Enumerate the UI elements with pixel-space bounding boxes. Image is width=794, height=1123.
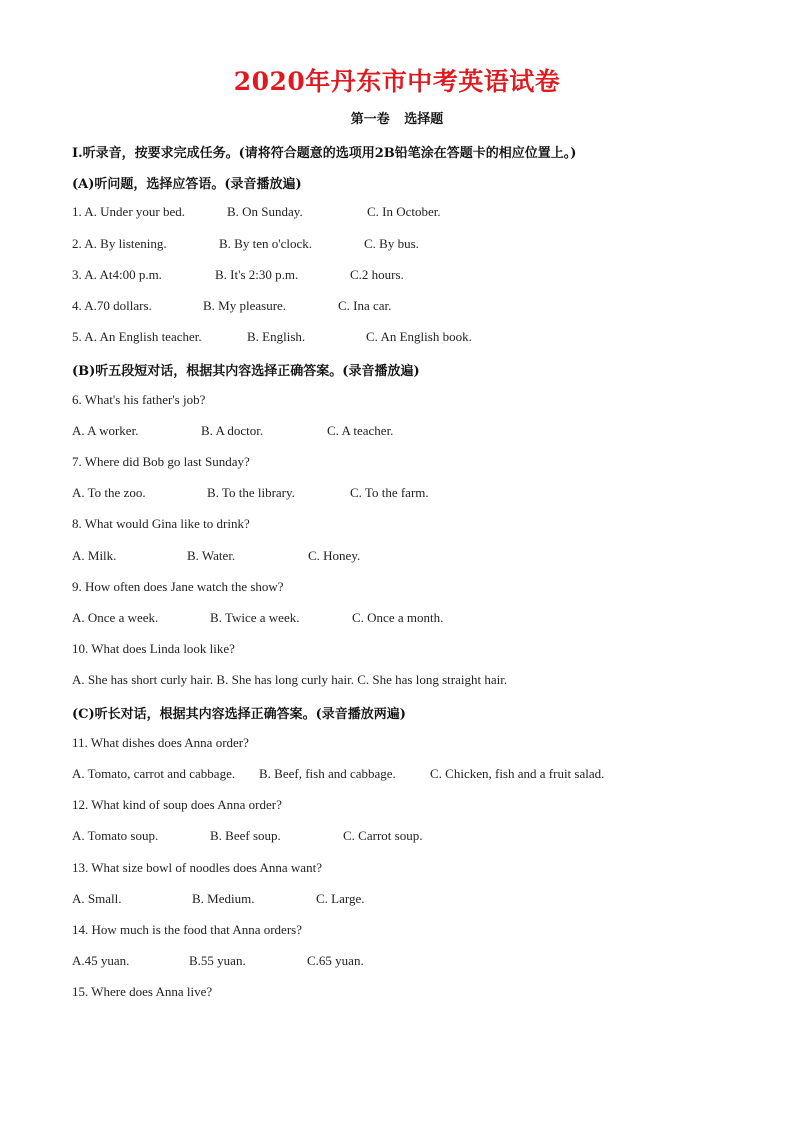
q7-option-a: A. To the zoo. — [72, 485, 146, 500]
question-15-stem: 15. Where does Anna live? — [72, 984, 213, 999]
question-8-stem: 8. What would Gina like to drink? — [72, 516, 250, 531]
question-7-stem: 7. Where did Bob go last Sunday? — [72, 454, 250, 469]
q1-option-a: 1. A. Under your bed. — [72, 204, 186, 219]
question-10-options: A. She has short curly hair. B. She has long curly hair. C. She has long straight hair. — [72, 672, 508, 687]
q9-option-a: A. Once a week. — [72, 610, 159, 625]
q7-option-b: B. To the library. — [207, 485, 295, 500]
q5-option-c: C. An English book. — [366, 329, 472, 344]
q12-option-b: B. Beef soup. — [210, 828, 281, 843]
part-c-heading: (C)听长对话，根据其内容选择正确答案。(录音播放两遍) — [72, 707, 406, 722]
q8-option-c: C. Honey. — [308, 548, 361, 563]
q11-option-b: B. Beef, fish and cabbage. — [259, 766, 396, 781]
q4-option-a: 4. A.70 dollars. — [72, 298, 152, 313]
page-subtitle: 第一卷 选择题 — [350, 112, 444, 127]
q3-option-b: B. It's 2:30 p.m. — [215, 267, 299, 282]
question-14-stem: 14. How much is the food that Anna orders? — [72, 922, 302, 937]
q14-option-c: C.65 yuan. — [307, 953, 364, 968]
q5-option-b: B. English. — [247, 329, 306, 344]
q4-option-b: B. My pleasure. — [203, 298, 287, 313]
q6-option-b: B. A doctor. — [201, 423, 264, 438]
q2-option-c: C. By bus. — [364, 236, 419, 251]
question-6-stem: 6. What's his father's job? — [72, 392, 206, 407]
q9-option-b: B. Twice a week. — [210, 610, 300, 625]
q3-option-a: 3. A. At4:00 p.m. — [72, 267, 162, 282]
question-12-stem: 12. What kind of soup does Anna order? — [72, 797, 282, 812]
page-title: 2020年丹东市中考英语试卷 — [233, 67, 561, 96]
q9-option-c: C. Once a month. — [352, 610, 444, 625]
q4-option-c: C. Ina car. — [338, 298, 392, 313]
q7-option-c: C. To the farm. — [350, 485, 429, 500]
part-b-heading: (B)听五段短对话，根据其内容选择正确答案。(录音播放遍) — [72, 364, 420, 379]
q13-option-b: B. Medium. — [192, 891, 255, 906]
q6-option-c: C. A teacher. — [327, 423, 394, 438]
q1-option-c: C. In October. — [367, 204, 441, 219]
question-13-stem: 13. What size bowl of noodles does Anna want? — [72, 860, 322, 875]
q13-option-c: C. Large. — [316, 891, 365, 906]
q13-option-a: A. Small. — [72, 891, 122, 906]
question-9-stem: 9. How often does Jane watch the show? — [72, 579, 284, 594]
section-heading-listening: Ⅰ.听录音，按要求完成任务。(请将符合题意的选项用2B铅笔涂在答题卡的相应位置上。) — [72, 146, 577, 161]
q3-option-c: C.2 hours. — [350, 267, 404, 282]
q8-option-a: A. Milk. — [72, 548, 117, 563]
q14-option-b: B.55 yuan. — [189, 953, 246, 968]
part-a-heading: (A)听问题，选择应答语。(录音播放遍) — [72, 177, 302, 192]
q2-option-a: 2. A. By listening. — [72, 236, 167, 251]
q5-option-a: 5. A. An English teacher. — [72, 329, 202, 344]
question-10-stem: 10. What does Linda look like? — [72, 641, 235, 656]
q11-option-a: A. Tomato, carrot and cabbage. — [72, 766, 236, 781]
q14-option-a: A.45 yuan. — [72, 953, 130, 968]
q11-option-c: C. Chicken, fish and a fruit salad. — [430, 766, 605, 781]
q2-option-b: B. By ten o'clock. — [219, 236, 312, 251]
q12-option-c: C. Carrot soup. — [343, 828, 423, 843]
q1-option-b: B. On Sunday. — [227, 204, 303, 219]
q6-option-a: A. A worker. — [72, 423, 139, 438]
q8-option-b: B. Water. — [187, 548, 236, 563]
q12-option-a: A. Tomato soup. — [72, 828, 159, 843]
question-11-stem: 11. What dishes does Anna order? — [72, 735, 249, 750]
